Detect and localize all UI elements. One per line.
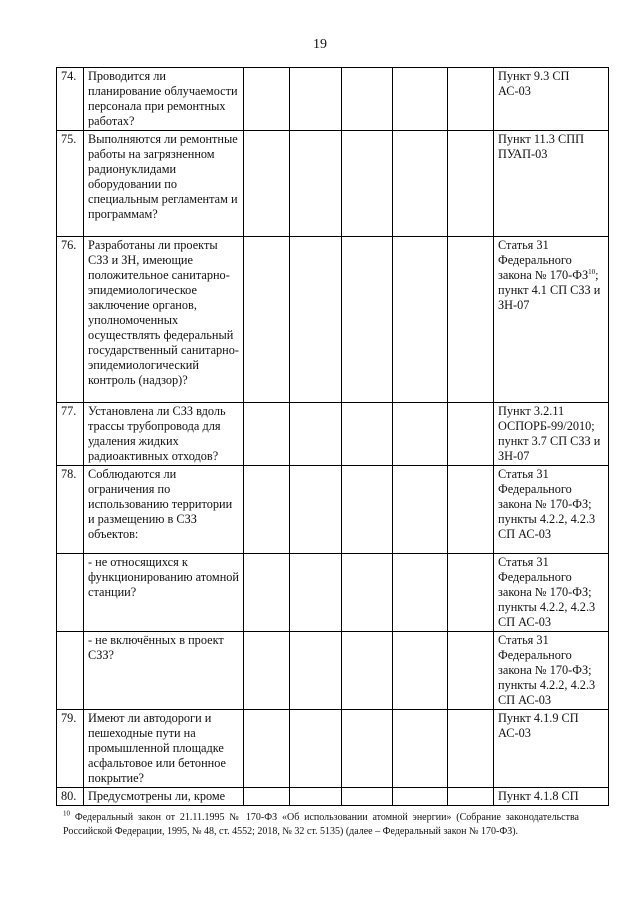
row-question: - не относящихся к функционированию атомной станции?: [84, 554, 244, 632]
answer-cell[interactable]: [244, 554, 290, 632]
row-reference: Пункт 9.3 СП АС-03: [494, 68, 609, 131]
row-number: 78.: [57, 466, 84, 554]
answer-cell[interactable]: [342, 237, 393, 403]
answer-cell[interactable]: [342, 131, 393, 237]
row-reference: Статья 31 Федерального закона № 170-ФЗ; пункты 4.2.2, 4.2.3 СП АС-03: [494, 554, 609, 632]
answer-cell[interactable]: [448, 632, 494, 710]
row-question: Имеют ли автодороги и пешеходные пути на промышленной площадке асфальтовое или бетонное покрытие?: [84, 710, 244, 788]
answer-cell[interactable]: [244, 466, 290, 554]
answer-cell[interactable]: [448, 466, 494, 554]
answer-cell[interactable]: [448, 788, 494, 806]
answer-cell[interactable]: [290, 554, 342, 632]
answer-cell[interactable]: [244, 68, 290, 131]
answer-cell[interactable]: [244, 632, 290, 710]
answer-cell[interactable]: [290, 710, 342, 788]
answer-cell[interactable]: [342, 403, 393, 466]
answer-cell[interactable]: [244, 403, 290, 466]
answer-cell[interactable]: [393, 68, 448, 131]
row-number: 79.: [57, 710, 84, 788]
table-row: [57, 710, 609, 788]
answer-cell[interactable]: [244, 237, 290, 403]
footnote-mark: 10: [63, 809, 70, 818]
reference-text-continued: ; пункт 4.1 СП СЗЗ и ЗН-07: [498, 268, 601, 312]
answer-cell[interactable]: [393, 131, 448, 237]
answer-cell[interactable]: [393, 237, 448, 403]
row-reference: Пункт 11.3 СПП ПУАП-03: [494, 131, 609, 237]
row-reference: Пункт 4.1.9 СП АС-03: [494, 710, 609, 788]
row-reference: [494, 237, 609, 403]
row-reference: Пункт 4.1.8 СП: [494, 788, 609, 806]
answer-cell[interactable]: [290, 403, 342, 466]
answer-cell[interactable]: [448, 237, 494, 403]
answer-cell[interactable]: [244, 131, 290, 237]
row-reference: Пункт 3.2.11 ОСПОРБ-99/2010; пункт 3.7 СП СЗЗ и ЗН-07: [494, 403, 609, 466]
answer-cell[interactable]: [244, 710, 290, 788]
row-number: 76.: [57, 237, 84, 403]
row-question: Проводится ли планирование облучаемости персонала при ремонтных работах?: [84, 68, 244, 131]
table-row: [57, 68, 609, 131]
table-row: [57, 403, 609, 466]
answer-cell[interactable]: [290, 466, 342, 554]
table-row: [57, 466, 609, 554]
row-question: Установлена ли СЗЗ вдоль трассы трубопровода для удаления жидких радиоактивных отходов?: [84, 403, 244, 466]
answer-cell[interactable]: [290, 788, 342, 806]
table-row: [57, 788, 609, 806]
answer-cell[interactable]: [393, 632, 448, 710]
answer-cell[interactable]: [448, 68, 494, 131]
answer-cell[interactable]: [393, 466, 448, 554]
answer-cell[interactable]: [290, 68, 342, 131]
row-number: 77.: [57, 403, 84, 466]
answer-cell[interactable]: [342, 466, 393, 554]
row-number: 75.: [57, 131, 84, 237]
answer-cell[interactable]: [393, 403, 448, 466]
row-number: 80.: [57, 788, 84, 806]
footnote-divider: [63, 805, 219, 806]
footnote-text: Федеральный закон от 21.11.1995 № 170-ФЗ «Об использовании атомной энергии» (Собрание законодательства Российской Федерации, 1995, № 48, ст. 4552; 2018, № 32 ст. 5135) (далее – Федеральный закон № 170-ФЗ).: [63, 812, 579, 837]
table-row: [57, 237, 609, 403]
page-number: 19: [313, 37, 327, 52]
answer-cell[interactable]: [342, 710, 393, 788]
row-number: 74.: [57, 68, 84, 131]
answer-cell[interactable]: [393, 788, 448, 806]
row-number: [57, 632, 84, 710]
answer-cell[interactable]: [290, 131, 342, 237]
row-reference: Статья 31 Федерального закона № 170-ФЗ; пункты 4.2.2, 4.2.3 СП АС-03: [494, 466, 609, 554]
row-question: Предусмотрены ли, кроме: [84, 788, 244, 806]
checklist-table: [56, 67, 609, 806]
answer-cell[interactable]: [448, 403, 494, 466]
answer-cell[interactable]: [244, 788, 290, 806]
answer-cell[interactable]: [342, 632, 393, 710]
answer-cell[interactable]: [448, 131, 494, 237]
answer-cell[interactable]: [290, 632, 342, 710]
row-question: Выполняются ли ремонтные работы на загрязненном радионуклидами оборудовании по специальным регламентам и программам?: [84, 131, 244, 237]
table-row: [57, 131, 609, 237]
row-question: Соблюдаются ли ограничения по использованию территории и размещению в СЗЗ объектов:: [84, 466, 244, 554]
answer-cell[interactable]: [393, 554, 448, 632]
footnote: [63, 811, 579, 839]
row-question: - не включённых в проект СЗЗ?: [84, 632, 244, 710]
answer-cell[interactable]: [342, 554, 393, 632]
answer-cell[interactable]: [342, 68, 393, 131]
answer-cell[interactable]: [290, 237, 342, 403]
row-number: [57, 554, 84, 632]
reference-text: Статья 31 Федерального закона № 170-ФЗ: [498, 238, 589, 282]
row-question: Разработаны ли проекты СЗЗ и ЗН, имеющие положительное санитарно-эпидемиологическое заключение органов, уполномоченных осуществлять федеральный государственный санитарно-эпидемиологический контроль (надзор)?: [84, 237, 244, 403]
answer-cell[interactable]: [342, 788, 393, 806]
table-row: [57, 632, 609, 710]
row-reference: Статья 31 Федерального закона № 170-ФЗ; пункты 4.2.2, 4.2.3 СП АС-03: [494, 632, 609, 710]
footnote-reference-mark: 10: [588, 267, 596, 276]
answer-cell[interactable]: [448, 710, 494, 788]
table-row: [57, 554, 609, 632]
answer-cell[interactable]: [393, 710, 448, 788]
answer-cell[interactable]: [448, 554, 494, 632]
